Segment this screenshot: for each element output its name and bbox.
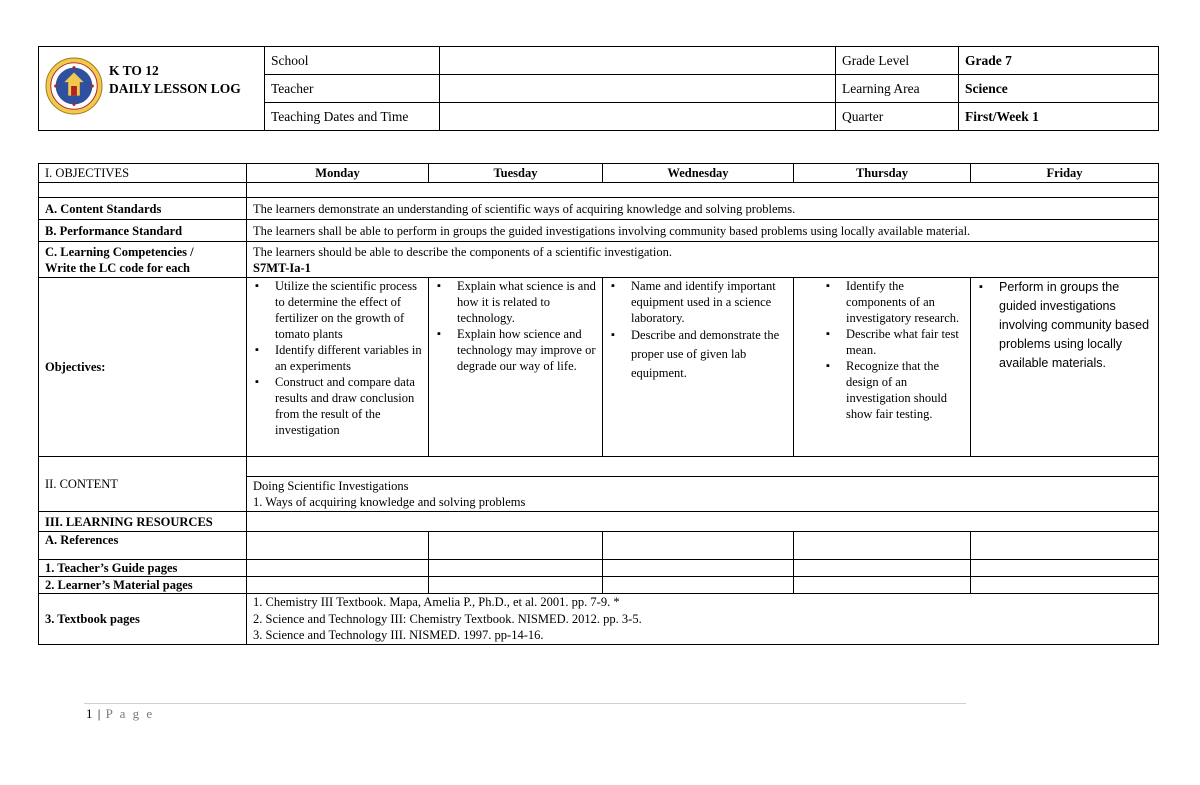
references-thursday (794, 532, 971, 560)
learning-competencies-label (39, 242, 247, 278)
objectives-wednesday (603, 278, 794, 457)
objectives-label: Objectives: (39, 278, 247, 457)
list-item: ▪ Perform in groups the guided investigations involving community based problems using locally available materials. (977, 278, 1152, 373)
tg-friday (971, 560, 1159, 577)
performance-standard-label: B. Performance Standard (39, 220, 247, 242)
list-item: ▪ Explain how science and technology may improve or degrade our way of life. (435, 326, 596, 374)
day-header-friday: Friday (971, 164, 1159, 183)
learning-resources-heading: III. LEARNING RESOURCES (39, 512, 247, 532)
day-header-thursday: Thursday (794, 164, 971, 183)
deped-seal-logo (45, 57, 103, 115)
grade-level-label: Grade Level (836, 47, 959, 75)
lesson-log-table (38, 163, 1159, 645)
content-standards-text: The learners demonstrate an understanding of scientific ways of acquiring knowledge and solving problems. (247, 198, 1159, 220)
objectives-monday (247, 278, 429, 457)
tg-monday (247, 560, 429, 577)
performance-standard-text: The learners shall be able to perform in groups the guided investigations involving community based problems using locally available material. (247, 220, 1159, 242)
objectives-thursday (794, 278, 971, 457)
objectives-heading: I. OBJECTIVES (39, 164, 247, 183)
lm-monday (247, 577, 429, 594)
lm-tuesday (429, 577, 603, 594)
lm-friday (971, 577, 1159, 594)
header-logo-cell (39, 47, 265, 131)
day-header-wednesday: Wednesday (603, 164, 794, 183)
list-item: ▪ Recognize that the design of an investigation should show fair testing. (824, 358, 964, 422)
competencies-label-line2: Write the LC code for each (45, 261, 190, 275)
learning-competencies-cell (247, 242, 1159, 278)
references-friday (971, 532, 1159, 560)
objectives-tuesday (429, 278, 603, 457)
blank-label-cell (39, 183, 247, 198)
list-item: ▪ Utilize the scientific process to determine the effect of fertilizer on the growth of tomato plants (253, 278, 422, 342)
content-text (247, 476, 1158, 510)
textbook-item: 1. Chemistry III Textbook. Mapa, Amelia P., Ph.D., et al. 2001. pp. 7-9. * (253, 595, 620, 609)
textbook-pages-cell (247, 594, 1159, 645)
lm-wednesday (603, 577, 794, 594)
references-label: A. References (39, 532, 247, 560)
references-tuesday (429, 532, 603, 560)
competencies-label-line1: C. Learning Competencies / (45, 245, 194, 259)
textbook-pages-label: 3. Textbook pages (39, 594, 247, 645)
list-item: ▪ Identify the components of an investigatory research. (824, 278, 964, 326)
list-item: ▪ Explain what science is and how it is related to technology. (435, 278, 596, 326)
competencies-text: The learners should be able to describe the components of a scientific investigation. (253, 245, 672, 259)
tg-tuesday (429, 560, 603, 577)
content-label: II. CONTENT (39, 457, 247, 512)
references-monday (247, 532, 429, 560)
lc-code: S7MT-Ia-1 (253, 261, 311, 275)
teaching-dates-label: Teaching Dates and Time (265, 103, 440, 131)
lm-thursday (794, 577, 971, 594)
learning-area-value: Science (959, 75, 1159, 103)
list-item: ▪ Describe what fair test mean. (824, 326, 964, 358)
day-header-monday: Monday (247, 164, 429, 183)
header-table (38, 46, 1159, 131)
school-label: School (265, 47, 440, 75)
day-header-tuesday: Tuesday (429, 164, 603, 183)
objectives-friday (971, 278, 1159, 457)
content-cell (247, 457, 1159, 512)
tg-wednesday (603, 560, 794, 577)
teaching-dates-value (440, 103, 836, 131)
learning-area-label: Learning Area (836, 75, 959, 103)
teacher-label: Teacher (265, 75, 440, 103)
list-item: ▪ Name and identify important equipment used in a science laboratory. (609, 278, 787, 326)
quarter-value: First/Week 1 (959, 103, 1159, 131)
header-title-line2: DAILY LESSON LOG (109, 81, 241, 96)
textbook-item: 3. Science and Technology III. NISMED. 1997. pp-14-16. (253, 628, 544, 642)
teachers-guide-label: 1. Teacher’s Guide pages (39, 560, 247, 577)
list-item: ▪ Describe and demonstrate the proper use of given lab equipment. (609, 326, 787, 383)
textbook-item: 2. Science and Technology III: Chemistry Textbook. NISMED. 2012. pp. 3-5. (253, 612, 642, 626)
page-number: 1 (86, 706, 94, 721)
footer-divider (84, 703, 966, 704)
header-title-line1: K TO 12 (109, 63, 159, 78)
grade-level-value: Grade 7 (959, 47, 1159, 75)
quarter-label: Quarter (836, 103, 959, 131)
school-value (440, 47, 836, 75)
content-standards-label: A. Content Standards (39, 198, 247, 220)
page-word: P a g e (105, 706, 155, 721)
content-line2: 1. Ways of acquiring knowledge and solving problems (253, 495, 526, 509)
list-item: ▪ Identify different variables in an experiments (253, 342, 422, 374)
teacher-value (440, 75, 836, 103)
learners-material-label: 2. Learner’s Material pages (39, 577, 247, 594)
list-item: ▪ Construct and compare data results and draw conclusion from the result of the investigation (253, 374, 422, 438)
page-separator: | (97, 706, 102, 721)
content-line1: Doing Scientific Investigations (253, 479, 409, 493)
references-wednesday (603, 532, 794, 560)
blank-row-cell (247, 183, 1159, 198)
learning-resources-blank (247, 512, 1159, 532)
page-footer (86, 706, 154, 722)
tg-thursday (794, 560, 971, 577)
